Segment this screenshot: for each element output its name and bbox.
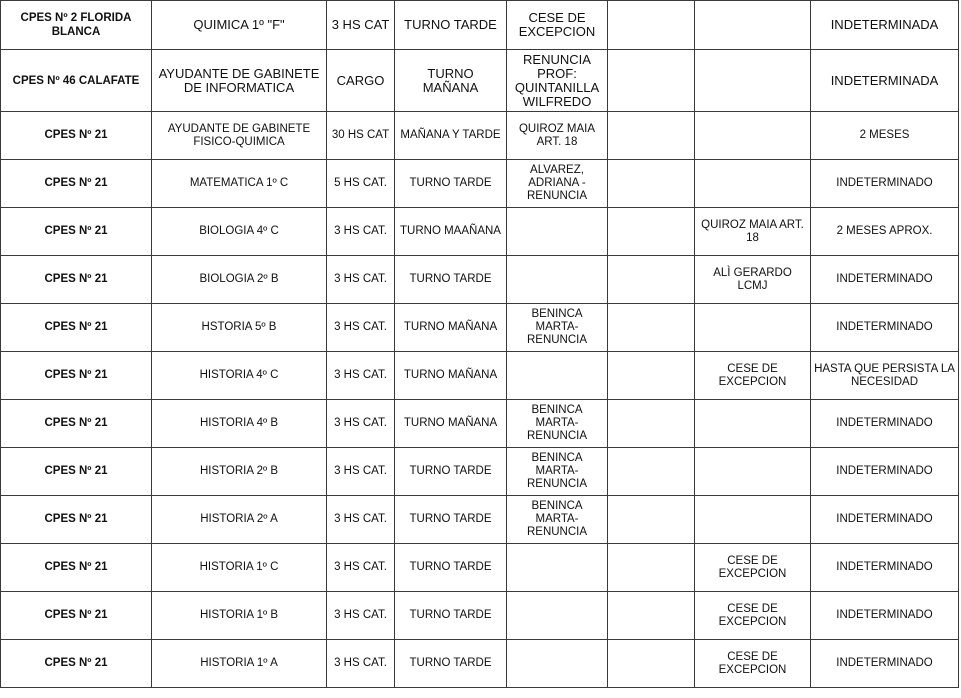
school-cell: CPES Nº 21: [1, 352, 152, 400]
table-row: [1, 256, 959, 304]
shift-cell: TURNO TARDE: [395, 496, 507, 544]
hours-cell: 3 HS CAT.: [327, 448, 395, 496]
duration-cell: INDETERMINADO: [811, 304, 959, 352]
reason-cell: RENUNCIA PROF: QUINTANILLA WILFREDO: [507, 50, 608, 112]
duration-cell: INDETERMINADA: [811, 1, 959, 50]
table-row: [1, 592, 959, 640]
school-cell: CPES Nº 21: [1, 592, 152, 640]
table-row: [1, 640, 959, 688]
column-7-cell: [695, 448, 811, 496]
shift-cell: TURNO TARDE: [395, 1, 507, 50]
column-6-cell: [608, 592, 695, 640]
reason-cell: [507, 208, 608, 256]
hours-cell: 5 HS CAT.: [327, 160, 395, 208]
hours-cell: 3 HS CAT.: [327, 496, 395, 544]
column-6-cell: [608, 304, 695, 352]
column-6-cell: [608, 352, 695, 400]
hours-cell: 3 HS CAT.: [327, 256, 395, 304]
column-7-cell: CESE DE EXCEPCION: [695, 352, 811, 400]
duration-cell: INDETERMINADO: [811, 448, 959, 496]
subject-cell: BIOLOGIA 4º C: [152, 208, 327, 256]
duration-cell: INDETERMINADO: [811, 160, 959, 208]
reason-cell: BENINCA MARTA-RENUNCIA: [507, 400, 608, 448]
subject-cell: AYUDANTE DE GABINETE DE INFORMATICA: [152, 50, 327, 112]
column-6-cell: [608, 640, 695, 688]
column-7-cell: [695, 112, 811, 160]
school-cell: CPES Nº 21: [1, 448, 152, 496]
subject-cell: HISTORIA 1º A: [152, 640, 327, 688]
reason-cell: ALVAREZ, ADRIANA -RENUNCIA: [507, 160, 608, 208]
shift-cell: TURNO TARDE: [395, 448, 507, 496]
shift-cell: TURNO MAÑANA: [395, 352, 507, 400]
school-cell: CPES Nº 21: [1, 112, 152, 160]
shift-cell: TURNO TARDE: [395, 640, 507, 688]
duration-cell: HASTA QUE PERSISTA LA NECESIDAD: [811, 352, 959, 400]
table-row: [1, 50, 959, 112]
duration-cell: 2 MESES: [811, 112, 959, 160]
table-row: [1, 448, 959, 496]
reason-cell: CESE DE EXCEPCION: [507, 1, 608, 50]
shift-cell: TURNO TARDE: [395, 256, 507, 304]
table-row: [1, 208, 959, 256]
reason-cell: [507, 352, 608, 400]
school-cell: CPES Nº 21: [1, 304, 152, 352]
reason-cell: QUIROZ MAIA ART. 18: [507, 112, 608, 160]
column-7-cell: [695, 1, 811, 50]
column-6-cell: [608, 1, 695, 50]
hours-cell: 30 HS CAT: [327, 112, 395, 160]
column-6-cell: [608, 208, 695, 256]
duration-cell: INDETERMINADO: [811, 544, 959, 592]
shift-cell: TURNO MAAÑANA: [395, 208, 507, 256]
reason-cell: [507, 640, 608, 688]
reason-cell: BENINCA MARTA-RENUNCIA: [507, 496, 608, 544]
reason-cell: [507, 592, 608, 640]
column-6-cell: [608, 50, 695, 112]
shift-cell: TURNO TARDE: [395, 160, 507, 208]
hours-cell: 3 HS CAT.: [327, 544, 395, 592]
table-row: [1, 352, 959, 400]
table-row: [1, 400, 959, 448]
shift-cell: TURNO MAÑANA: [395, 304, 507, 352]
table-row: [1, 112, 959, 160]
table-row: [1, 160, 959, 208]
reason-cell: BENINCA MARTA-RENUNCIA: [507, 448, 608, 496]
school-cell: CPES Nº 21: [1, 544, 152, 592]
school-cell: CPES Nº 21: [1, 208, 152, 256]
subject-cell: HISTORIA 1º C: [152, 544, 327, 592]
shift-cell: TURNO TARDE: [395, 544, 507, 592]
school-cell: CPES Nº 21: [1, 496, 152, 544]
column-6-cell: [608, 544, 695, 592]
hours-cell: 3 HS CAT.: [327, 640, 395, 688]
table-row: [1, 304, 959, 352]
subject-cell: HISTORIA 2º A: [152, 496, 327, 544]
school-cell: CPES Nº 21: [1, 400, 152, 448]
duration-cell: INDETERMINADO: [811, 400, 959, 448]
column-6-cell: [608, 112, 695, 160]
column-7-cell: [695, 50, 811, 112]
column-7-cell: [695, 304, 811, 352]
column-6-cell: [608, 400, 695, 448]
column-7-cell: [695, 160, 811, 208]
column-6-cell: [608, 160, 695, 208]
subject-cell: HISTORIA 4º B: [152, 400, 327, 448]
school-cell: CPES Nº 21: [1, 160, 152, 208]
column-6-cell: [608, 256, 695, 304]
subject-cell: HISTORIA 2º B: [152, 448, 327, 496]
shift-cell: TURNO TARDE: [395, 592, 507, 640]
school-cell: CPES Nº 21: [1, 256, 152, 304]
hours-cell: 3 HS CAT.: [327, 592, 395, 640]
hours-cell: 3 HS CAT.: [327, 304, 395, 352]
subject-cell: BIOLOGIA 2º B: [152, 256, 327, 304]
duration-cell: INDETERMINADO: [811, 256, 959, 304]
hours-cell: 3 HS CAT.: [327, 208, 395, 256]
subject-cell: HSTORIA 5º B: [152, 304, 327, 352]
reason-cell: [507, 544, 608, 592]
shift-cell: TURNO MAÑANA: [395, 50, 507, 112]
column-7-cell: QUIROZ MAIA ART. 18: [695, 208, 811, 256]
table-row: [1, 544, 959, 592]
subject-cell: HISTORIA 4º C: [152, 352, 327, 400]
column-7-cell: [695, 496, 811, 544]
shift-cell: TURNO MAÑANA: [395, 400, 507, 448]
subject-cell: MATEMATICA 1º C: [152, 160, 327, 208]
column-7-cell: CESE DE EXCEPCION: [695, 640, 811, 688]
column-7-cell: CESE DE EXCEPCION: [695, 544, 811, 592]
shift-cell: MAÑANA Y TARDE: [395, 112, 507, 160]
hours-cell: CARGO: [327, 50, 395, 112]
duration-cell: INDETERMINADO: [811, 592, 959, 640]
hours-cell: 3 HS CAT: [327, 1, 395, 50]
school-cell: CPES Nº 2 FLORIDA BLANCA: [1, 1, 152, 50]
table-row: [1, 496, 959, 544]
column-6-cell: [608, 496, 695, 544]
duration-cell: INDETERMINADO: [811, 640, 959, 688]
school-cell: CPES Nº 21: [1, 640, 152, 688]
column-7-cell: CESE DE EXCEPCION: [695, 592, 811, 640]
subject-cell: QUIMICA 1º "F": [152, 1, 327, 50]
duration-cell: INDETERMINADO: [811, 496, 959, 544]
column-7-cell: ALÌ GERARDO LCMJ: [695, 256, 811, 304]
subject-cell: AYUDANTE DE GABINETE FISICO-QUIMICA: [152, 112, 327, 160]
table-body: [1, 1, 959, 688]
reason-cell: BENINCA MARTA-RENUNCIA: [507, 304, 608, 352]
hours-cell: 3 HS CAT.: [327, 400, 395, 448]
column-6-cell: [608, 448, 695, 496]
hours-cell: 3 HS CAT.: [327, 352, 395, 400]
table-row: [1, 1, 959, 50]
duration-cell: INDETERMINADA: [811, 50, 959, 112]
reason-cell: [507, 256, 608, 304]
school-cell: CPES Nº 46 CALAFATE: [1, 50, 152, 112]
duration-cell: 2 MESES APROX.: [811, 208, 959, 256]
subject-cell: HISTORIA 1º B: [152, 592, 327, 640]
column-7-cell: [695, 400, 811, 448]
